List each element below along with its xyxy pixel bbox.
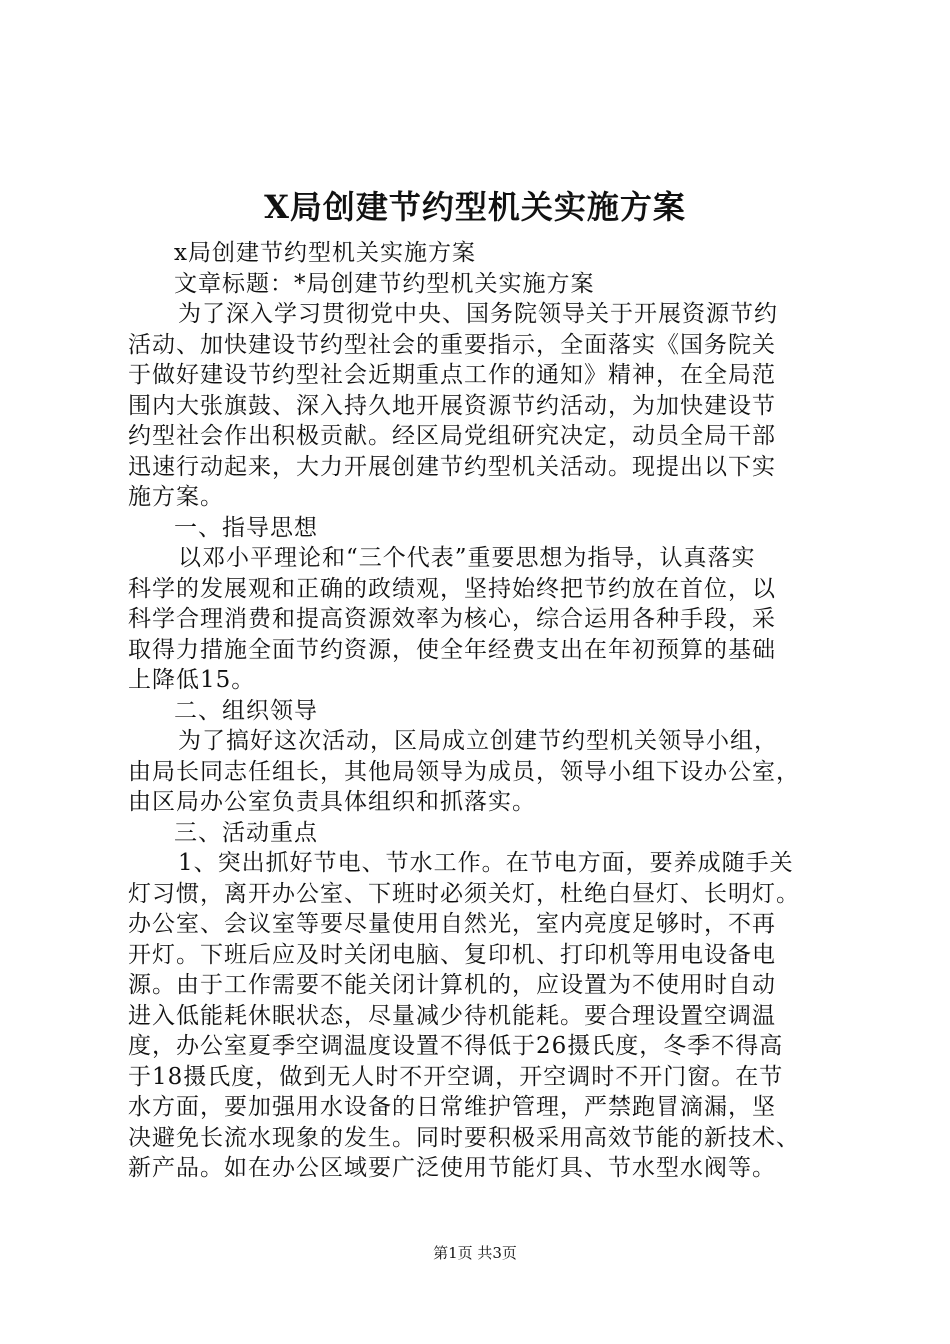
paragraph-line: 以邓小平理论和“三个代表”重要思想为指导，认真落实 — [178, 545, 756, 571]
section-heading: 三、活动重点 — [174, 819, 318, 846]
paragraph-line: 科学的发展观和正确的政绩观，坚持始终把节约放在首位，以 — [128, 575, 776, 602]
paragraph-line: 于做好建设节约型社会近期重点工作的通知》精神，在全局范 — [128, 362, 776, 388]
paragraph-line: 新产品。如在办公区域要广泛使用节能灯具、节水型水阀等。 — [128, 1155, 776, 1181]
section-heading: 一、指导思想 — [174, 514, 318, 541]
paragraph-line: 度，办公室夏季空调温度设置不得低于26摄氏度，冬季不得高 — [128, 1033, 784, 1059]
subtitle-line: x局创建节约型机关实施方案 — [174, 240, 476, 266]
paragraph-line: 水方面，要加强用水设备的日常维护管理，严禁跑冒滴漏，坚 — [128, 1094, 776, 1120]
page-title: X局创建节约型机关实施方案 — [264, 188, 686, 226]
paragraph-line: 灯习惯，离开办公室、下班时必须关灯，杜绝白昼灯、长明灯。 — [128, 880, 800, 907]
paragraph-line: 上降低15。 — [128, 667, 256, 693]
paragraph-line: 于18摄氏度，做到无人时不开空调，开空调时不开门窗。在节 — [128, 1063, 784, 1090]
paragraph-line: 为了搞好这次活动，区局成立创建节约型机关领导小组， — [178, 728, 778, 754]
paragraph-line: 源。由于工作需要不能关闭计算机的，应设置为不使用时自动 — [128, 972, 776, 998]
page-footer: 第1页 共3页 — [433, 1244, 517, 1262]
paragraph-line: 开灯。下班后应及时关闭电脑、复印机、打印机等用电设备电 — [128, 941, 776, 968]
paragraph-line: 活动、加快建设节约型社会的重要指示，全面落实《国务院关 — [128, 331, 776, 358]
paragraph-line: 迅速行动起来，大力开展创建节约型机关活动。现提出以下实 — [128, 453, 776, 480]
document-body — [128, 238, 828, 1184]
paragraph-line: 约型社会作出积极贡献。经区局党组研究决定，动员全局干部 — [128, 423, 776, 449]
paragraph-line: 1、突出抓好节电、节水工作。在节电方面，要养成随手关 — [178, 850, 794, 876]
section-heading: 二、组织领导 — [174, 697, 318, 724]
paragraph-line: 办公室、会议室等要尽量使用自然光，室内亮度足够时，不再 — [128, 911, 776, 937]
paragraph-line: 为了深入学习贯彻党中央、国务院领导关于开展资源节约 — [178, 301, 778, 327]
paragraph-line: 由局长同志任组长，其他局领导为成员，领导小组下设办公室， — [128, 758, 800, 785]
paragraph-line: 施方案。 — [128, 484, 224, 510]
paragraph-line: 进入低能耗休眠状态，尽量减少待机能耗。要合理设置空调温 — [128, 1002, 776, 1029]
paragraph-line: 围内大张旗鼓、深入持久地开展资源节约活动，为加快建设节 — [128, 392, 776, 419]
paragraph-line: 科学合理消费和提高资源效率为核心，综合运用各种手段，采 — [128, 606, 776, 632]
paragraph-line: 决避免长流水现象的发生。同时要积极采用高效节能的新技术、 — [128, 1124, 800, 1151]
article-title-line: 文章标题：*局创建节约型机关实施方案 — [174, 270, 595, 297]
paragraph-line: 由区局办公室负责具体组织和抓落实。 — [128, 789, 536, 815]
paragraph-line: 取得力措施全面节约资源，使全年经费支出在年初预算的基础 — [128, 636, 776, 663]
